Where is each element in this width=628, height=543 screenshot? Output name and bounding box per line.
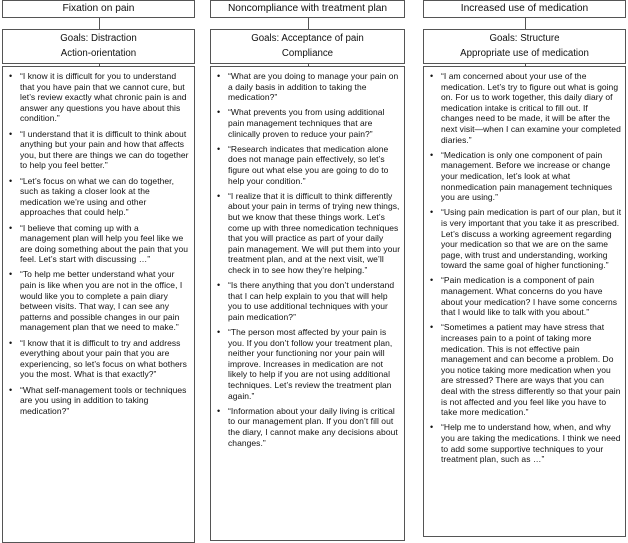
column-heading: Increased use of medication: [423, 0, 626, 18]
goals-box: [423, 29, 626, 64]
statement-list-box: [210, 66, 405, 541]
goals-line: Goals: Acceptance of pain: [251, 33, 364, 44]
column-heading: Fixation on pain: [2, 0, 195, 18]
statement-list-box: [423, 66, 626, 537]
list-item: • “What prevents you from using additional pain management techniques that are clinically proven to reduce your pain?”: [215, 107, 401, 139]
column-heading: Noncompliance with treatment plan: [210, 0, 405, 18]
list-item: • “I know it is difficult for you to understand that you have pain that we cannot cure, but let’s review exactly what chronic pain is and answer any questions you have about this condition.”: [7, 71, 191, 124]
list-item: • “Let’s focus on what we can do together, such as taking a closer look at the medication we’re using and other approaches that could help.”: [7, 176, 191, 218]
goals-line: Action-orientation: [60, 48, 137, 59]
goals-box: [210, 29, 405, 64]
list-item: • “Using pain medication is part of our plan, but it is very important that you take it as prescribed. Let’s discuss a working agreement regarding your medication so that we are on the same page, with trust and understanding, working toward the same goal of higher functioning.”: [428, 207, 622, 271]
statement-list: [428, 71, 622, 465]
list-item: • “What self-management tools or techniques are you using in addition to taking medication?”: [7, 385, 191, 417]
statement-list-box: [2, 66, 195, 543]
list-item: • “Sometimes a patient may have stress that increases pain to a point of taking more medication. This is not effective pain management and can become a problem. Do you notice taking more medication when you are stressed? There are ways that you can deal with the stress differently so that your pain is not affected and you feel like you have to take more medication.”: [428, 322, 622, 417]
list-item: • “Information about your daily living is critical to our management plan. If you don’t fill out the diary, I cannot make any decisions about changes.”: [215, 406, 401, 448]
list-item: • “I realize that it is difficult to think differently about your pain in terms of trying new things, but we know that these things work. Let’s come up with three nomedication techniques that you will practice as part of your daily pain management. We will put them into your treatment plan, and at the next visit, we’ll check in to see how they’re helping.”: [215, 191, 401, 276]
list-item: • “What are you doing to manage your pain on a daily basis in addition to taking the medication?”: [215, 71, 401, 103]
connector-line: [525, 18, 526, 29]
list-item: • “I believe that coming up with a management plan will help you feel like we are doing something about the pain that you feel. Let’s start with discussing …”: [7, 223, 191, 265]
list-item: • “Pain medication is a component of pain management. What concerns do you have about your medication? I have some concerns that I would like to talk with you about.”: [428, 275, 622, 317]
statement-list: [7, 71, 191, 416]
list-item: • “Medication is only one component of pain management. Before we increase or change your medication, let’s look at what nonmedication pain management techniques you are using.”: [428, 150, 622, 203]
list-item: • “I am concerned about your use of the medication. Let’s try to figure out what is going on. For us to work together, this daily diary of medication intake is critical to fill out. If changes need to be made, it will be after the next visit—when I can examine your completed diaries.”: [428, 71, 622, 145]
goals-line: Compliance: [281, 48, 334, 59]
list-item: • “Help me to understand how, when, and why you are taking the medications. I think we need to add some supportive techniques to your treatment plan, such as …”: [428, 422, 622, 464]
list-item: • “To help me better understand what your pain is like when you are not in the office, I would like you to complete a pain diary between visits. That way, I can see any patterns and possible changes in our pain management plan that we need to make.”: [7, 269, 191, 333]
goals-box: [2, 29, 195, 64]
connector-line: [308, 18, 309, 29]
list-item: • “Research indicates that medication alone does not manage pain effectively, so let’s figure out what else you are going to do to help your condition.”: [215, 144, 401, 186]
statement-list: [215, 71, 401, 448]
goals-line: Goals: Distraction: [60, 33, 137, 44]
goals-line: Appropriate use of medication: [460, 48, 589, 59]
list-item: • “Is there anything that you don’t understand that I can help explain to you that will help you to use additional techniques with your pain medication?”: [215, 280, 401, 322]
list-item: • “The person most affected by your pain is you. If you don’t follow your treatment plan, neither your functioning nor your pain will improve. Increases in medication are not likely to help if you are not using additional techniques. Let’s review the treatment plan again.”: [215, 327, 401, 401]
list-item: • “I understand that it is difficult to think about anything but your pain and how that affects you, but there are things we can do together to help you feel better.”: [7, 129, 191, 171]
connector-line: [99, 18, 100, 29]
list-item: • “I know that it is difficult to try and address everything about your pain that you are experiencing, so let’s focus on what bothers you the most. What is that exactly?”: [7, 338, 191, 380]
goals-line: Goals: Structure: [489, 33, 560, 44]
